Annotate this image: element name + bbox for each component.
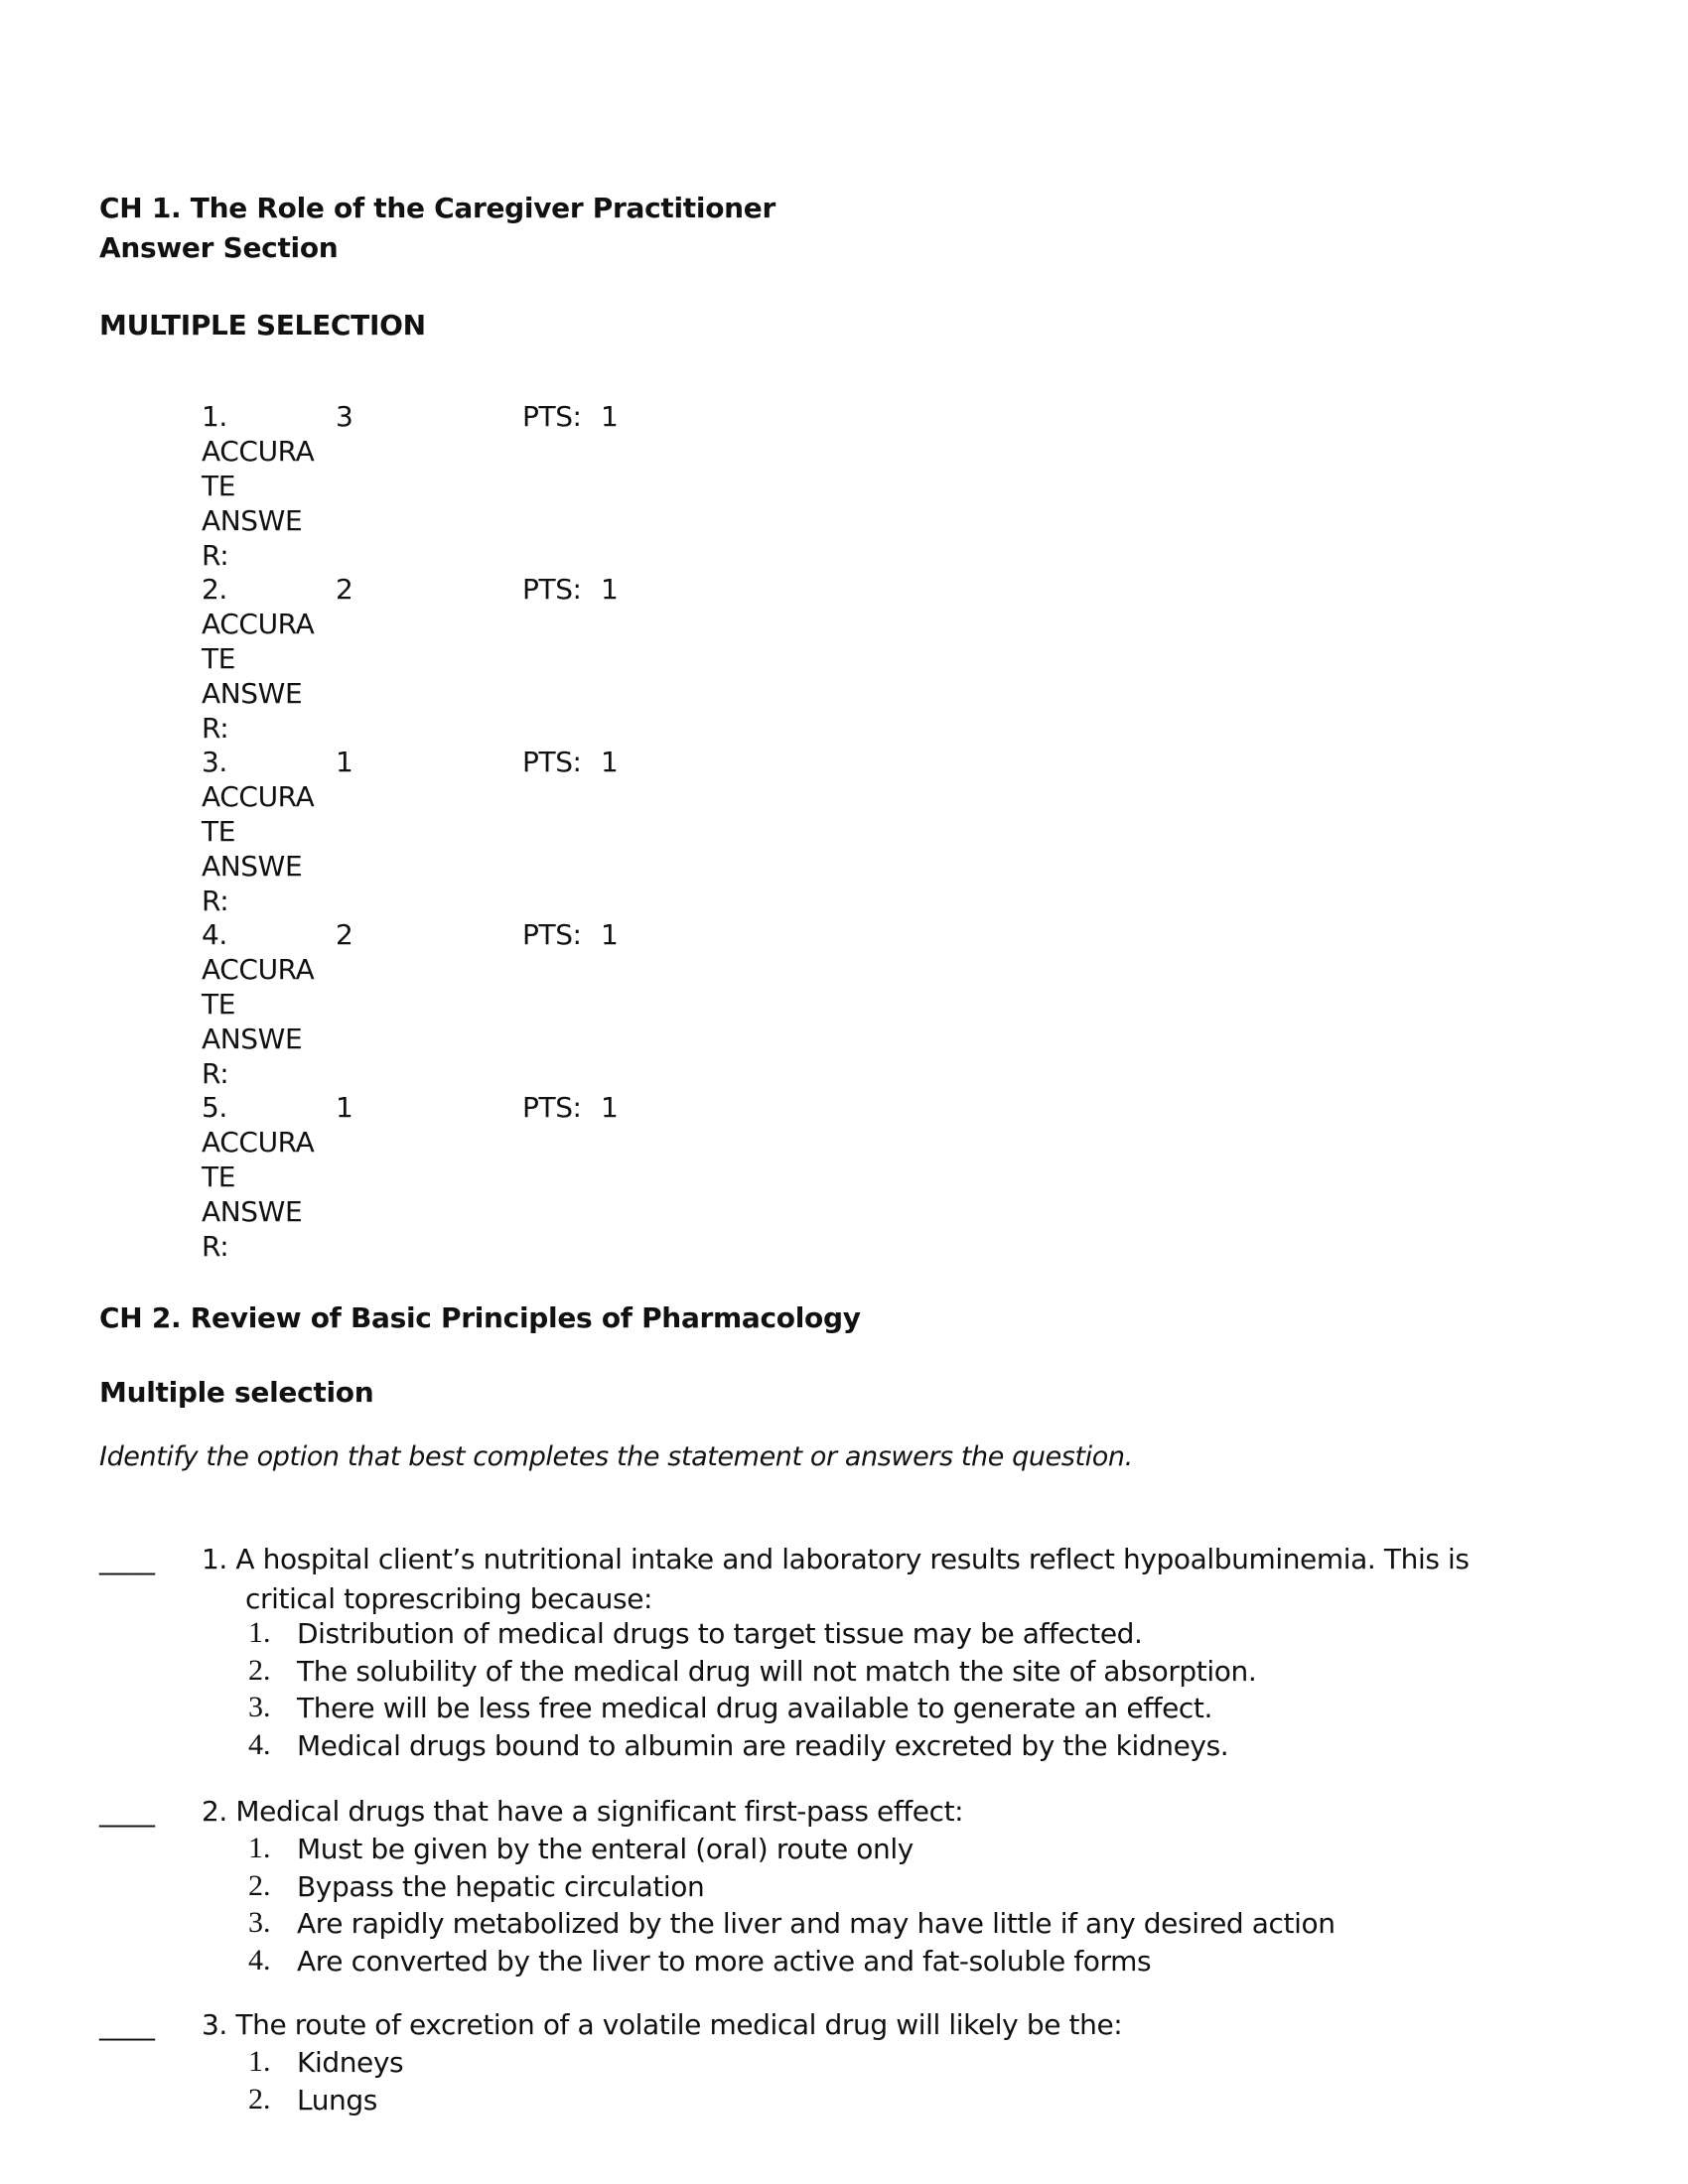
accurate-answer-label: ANSWE: [202, 504, 303, 537]
option-text: Bypass the hepatic circulation: [297, 1869, 705, 1903]
accurate-answer-label: ANSWE: [202, 1195, 303, 1228]
answer-value: 2: [336, 573, 353, 606]
option-text: Medical drugs bound to albumin are readily excreted by the kidneys.: [297, 1728, 1229, 1762]
accurate-answer-label: R:: [202, 1057, 229, 1090]
answer-value: 1: [336, 746, 353, 778]
accurate-answer-label: ACCURA: [202, 435, 315, 468]
answer-blank: ____: [99, 1543, 155, 1575]
chapter-title: CH 2. Review of Basic Principles of Pharmacology: [99, 1301, 861, 1334]
option-text: Lungs: [297, 2083, 377, 2116]
question-text: critical toprescribing because:: [245, 1582, 653, 1615]
answer-number: 5.: [202, 1091, 227, 1124]
option-number: 4.: [248, 1727, 271, 1761]
question-text: 1. A hospital client’s nutritional intake and laboratory results reflect hypoalbuminemia. This is: [202, 1543, 1470, 1575]
points-value: 1: [601, 918, 619, 951]
accurate-answer-label: TE: [202, 988, 235, 1021]
accurate-answer-label: ANSWE: [202, 850, 303, 883]
points-label: PTS:: [522, 746, 582, 778]
section-heading: MULTIPLE SELECTION: [99, 309, 426, 341]
points-label: PTS:: [522, 573, 582, 606]
instructions: Identify the option that best completes the statement or answers the question.: [99, 1441, 1133, 1472]
question-text: 3. The route of excretion of a volatile medical drug will likely be the:: [202, 2008, 1123, 2041]
option-text: There will be less free medical drug available to generate an effect.: [297, 1692, 1213, 1724]
accurate-answer-label: ACCURA: [202, 608, 315, 640]
option-number: 3.: [248, 1691, 271, 1723]
accurate-answer-label: TE: [202, 470, 235, 502]
points-label: PTS:: [522, 918, 582, 951]
points-value: 1: [601, 400, 619, 433]
points-value: 1: [601, 1091, 619, 1124]
option-text: Kidneys: [297, 2046, 404, 2079]
answer-blank: ____: [99, 2008, 155, 2041]
answer-section-heading: Answer Section: [99, 231, 339, 264]
accurate-answer-label: ANSWE: [202, 677, 303, 710]
accurate-answer-label: ACCURA: [202, 953, 315, 986]
accurate-answer-label: R:: [202, 885, 229, 917]
option-number: 4.: [248, 1943, 271, 1977]
option-text: Are rapidly metabolized by the liver and may have little if any desired action: [297, 1907, 1336, 1940]
accurate-answer-label: R:: [202, 539, 229, 572]
option-number: 2.: [248, 1868, 271, 1902]
accurate-answer-label: TE: [202, 642, 235, 675]
chapter-title: CH 1. The Role of the Caregiver Practitioner: [99, 192, 775, 224]
accurate-answer-label: ACCURA: [202, 1126, 315, 1159]
accurate-answer-label: ACCURA: [202, 780, 315, 813]
points-label: PTS:: [522, 1091, 582, 1124]
answer-number: 3.: [202, 746, 227, 778]
option-number: 2.: [248, 2082, 271, 2116]
answer-number: 4.: [202, 918, 227, 951]
option-text: The solubility of the medical drug will not match the site of absorption.: [297, 1654, 1257, 1688]
answer-number: 2.: [202, 573, 227, 606]
answer-value: 1: [336, 1091, 353, 1124]
points-label: PTS:: [522, 400, 582, 433]
answer-value: 2: [336, 918, 353, 951]
question-text: 2. Medical drugs that have a significant first-pass effect:: [202, 1795, 964, 1828]
option-number: 1.: [248, 1832, 271, 1864]
option-text: Are converted by the liver to more active and fat-soluble forms: [297, 1944, 1152, 1978]
option-number: 3.: [248, 1906, 271, 1939]
option-number: 1.: [248, 1616, 271, 1649]
accurate-answer-label: ANSWE: [202, 1023, 303, 1055]
section-heading: Multiple selection: [99, 1376, 374, 1409]
answer-value: 3: [336, 400, 353, 433]
option-text: Must be given by the enteral (oral) route only: [297, 1833, 914, 1865]
accurate-answer-label: TE: [202, 815, 235, 848]
points-value: 1: [601, 573, 619, 606]
option-number: 1.: [248, 2045, 271, 2078]
accurate-answer-label: R:: [202, 1230, 229, 1263]
option-number: 2.: [248, 1653, 271, 1687]
points-value: 1: [601, 746, 619, 778]
answer-blank: ____: [99, 1795, 155, 1828]
option-text: Distribution of medical drugs to target tissue may be affected.: [297, 1617, 1143, 1650]
accurate-answer-label: TE: [202, 1160, 235, 1193]
answer-number: 1.: [202, 400, 227, 433]
accurate-answer-label: R:: [202, 712, 229, 745]
